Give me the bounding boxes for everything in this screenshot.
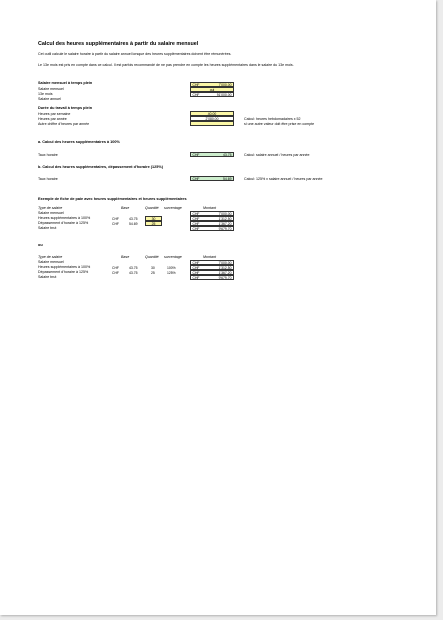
table2-row3-amount: CHF 1'367.20 [190, 270, 234, 275]
section-a-rate-label: Taux horaire [38, 153, 58, 157]
table2-row2-base: 43.75 [129, 266, 138, 270]
table1-row2-qty-input[interactable]: 30 [145, 216, 162, 221]
table2-row2-pct: 100% [167, 266, 176, 270]
table2-row2-qty: 30 [151, 266, 155, 270]
ou-label: ou [38, 243, 43, 247]
other-hours-input[interactable] [190, 121, 234, 126]
example-heading: Exemple de fiche de paie avec heures supplémentaires et heures supplémentaires [38, 197, 187, 201]
table2-row2-base-currency: CHF [112, 266, 119, 270]
section-b-heading: b. Calcul des heures supplémentaires, dépassement d'horaire (125%) [38, 165, 163, 169]
table1-header-rate: surcentage [164, 206, 182, 210]
table2-header-base: Base [121, 255, 130, 259]
thirteenth-month-input[interactable]: oui [190, 87, 234, 92]
other-hours-label: Autre chiffre d'heures par année [38, 122, 90, 126]
monthly-salary-label: Salaire mensuel [38, 87, 64, 91]
table1-row2-label: Heures supplémentaires à 100% [38, 216, 91, 220]
section-b-note: Calcul: 125% x salaire annuel / heures par année [244, 177, 323, 181]
section-a-rate-value: CHF 43.75 [190, 152, 234, 157]
table1-row3-amount: CHF 1'367.20 [190, 221, 234, 226]
annual-salary-value: CHF 91'000.00 [190, 92, 234, 97]
table2-row4-amount: CHF 9'679.70 [190, 275, 234, 280]
hours-per-year-label: Heures par année [38, 117, 67, 121]
section-a-heading: a. Calcul des heures supplémentaires à 100% [38, 140, 120, 144]
section-a-note: Calcul: salaire annuel / heures par année [244, 153, 310, 157]
intro-line-2: Le 13e mois est pris en compte dans ce calcul. Il est parfois recommandé de ne pas prendre en compte les heures supplémentaires dans le salaire du 13e mois. [38, 63, 294, 67]
table1-row4-label: Salaire brut [38, 226, 57, 230]
section-b-rate-value: CHF 54.69 [190, 176, 234, 181]
table1-row4-amount: CHF 9'679.70 [190, 226, 234, 231]
table2-row1-label: Salaire mensuel [38, 260, 64, 264]
table1-row2-amount: CHF 1'312.50 [190, 216, 234, 221]
table1-row3-base: 54.69 [129, 222, 138, 226]
intro-line-1: Cet outil calcule le salaire horaire à partir du salaire annuel lorsque des heures supplémentaires doivent être rémunérées. [38, 52, 232, 56]
hours-per-week-input[interactable]: 40.00 [190, 111, 234, 116]
table2-row3-base-currency: CHF [112, 271, 119, 275]
table2-row4-label: Salaire brut [38, 275, 57, 279]
other-hours-note: si une autre valeur doit être prise en compte [244, 122, 315, 126]
annual-salary-label: Salaire annuel [38, 97, 61, 101]
table1-row3-label: Dépassement d'horaire à 125% [38, 221, 89, 225]
table2-header-qty: Quantité [145, 255, 159, 259]
table2-row3-qty: 25 [151, 271, 155, 275]
table1-row1-amount: CHF 7'000.00 [190, 211, 234, 216]
hours-per-year-value: 2'080.00 [190, 116, 234, 121]
table2-row2-label: Heures supplémentaires à 100% [38, 265, 91, 269]
table2-row3-pct: 125% [167, 271, 176, 275]
section-b-rate-label: Taux horaire [38, 177, 58, 181]
table1-header-qty: Quantité [145, 206, 159, 210]
table1-row2-base-currency: CHF [112, 217, 119, 221]
table1-header-base: Base [121, 206, 130, 210]
table2-header-amount: Montant [203, 255, 216, 259]
salary-heading: Salaire mensuel à temps plein [38, 81, 93, 85]
hours-per-week-label: Heures par semaine [38, 112, 71, 116]
table2-row3-base: 43.75 [129, 271, 138, 275]
table1-header-type: Type de salaire [38, 206, 63, 210]
monthly-salary-input[interactable]: CHF 7'000.00 [190, 82, 234, 87]
table2-header-rate: surcentage [164, 255, 182, 259]
duration-heading: Durée du travail à temps plein [38, 106, 93, 110]
page-title: Calcul des heures supplémentaires à partir du salaire mensuel [38, 41, 199, 47]
table1-row1-label: Salaire mensuel [38, 211, 64, 215]
table1-row3-base-currency: CHF [112, 222, 119, 226]
table2-row1-amount: CHF 7'000.00 [190, 260, 234, 265]
table1-row3-qty-input[interactable]: 25 [145, 221, 162, 226]
table2-row2-amount: CHF 1'312.50 [190, 265, 234, 270]
table2-header-type: Type de salaire [38, 255, 63, 259]
table2-row3-label: Dépassement d'horaire à 125% [38, 270, 89, 274]
hours-per-year-note: Calcul: heures hebdomadaires x 52 [244, 117, 301, 121]
thirteenth-month-label: 13e mois [38, 92, 53, 96]
table1-header-amount: Montant [203, 206, 216, 210]
table1-row2-base: 43.75 [129, 217, 138, 221]
